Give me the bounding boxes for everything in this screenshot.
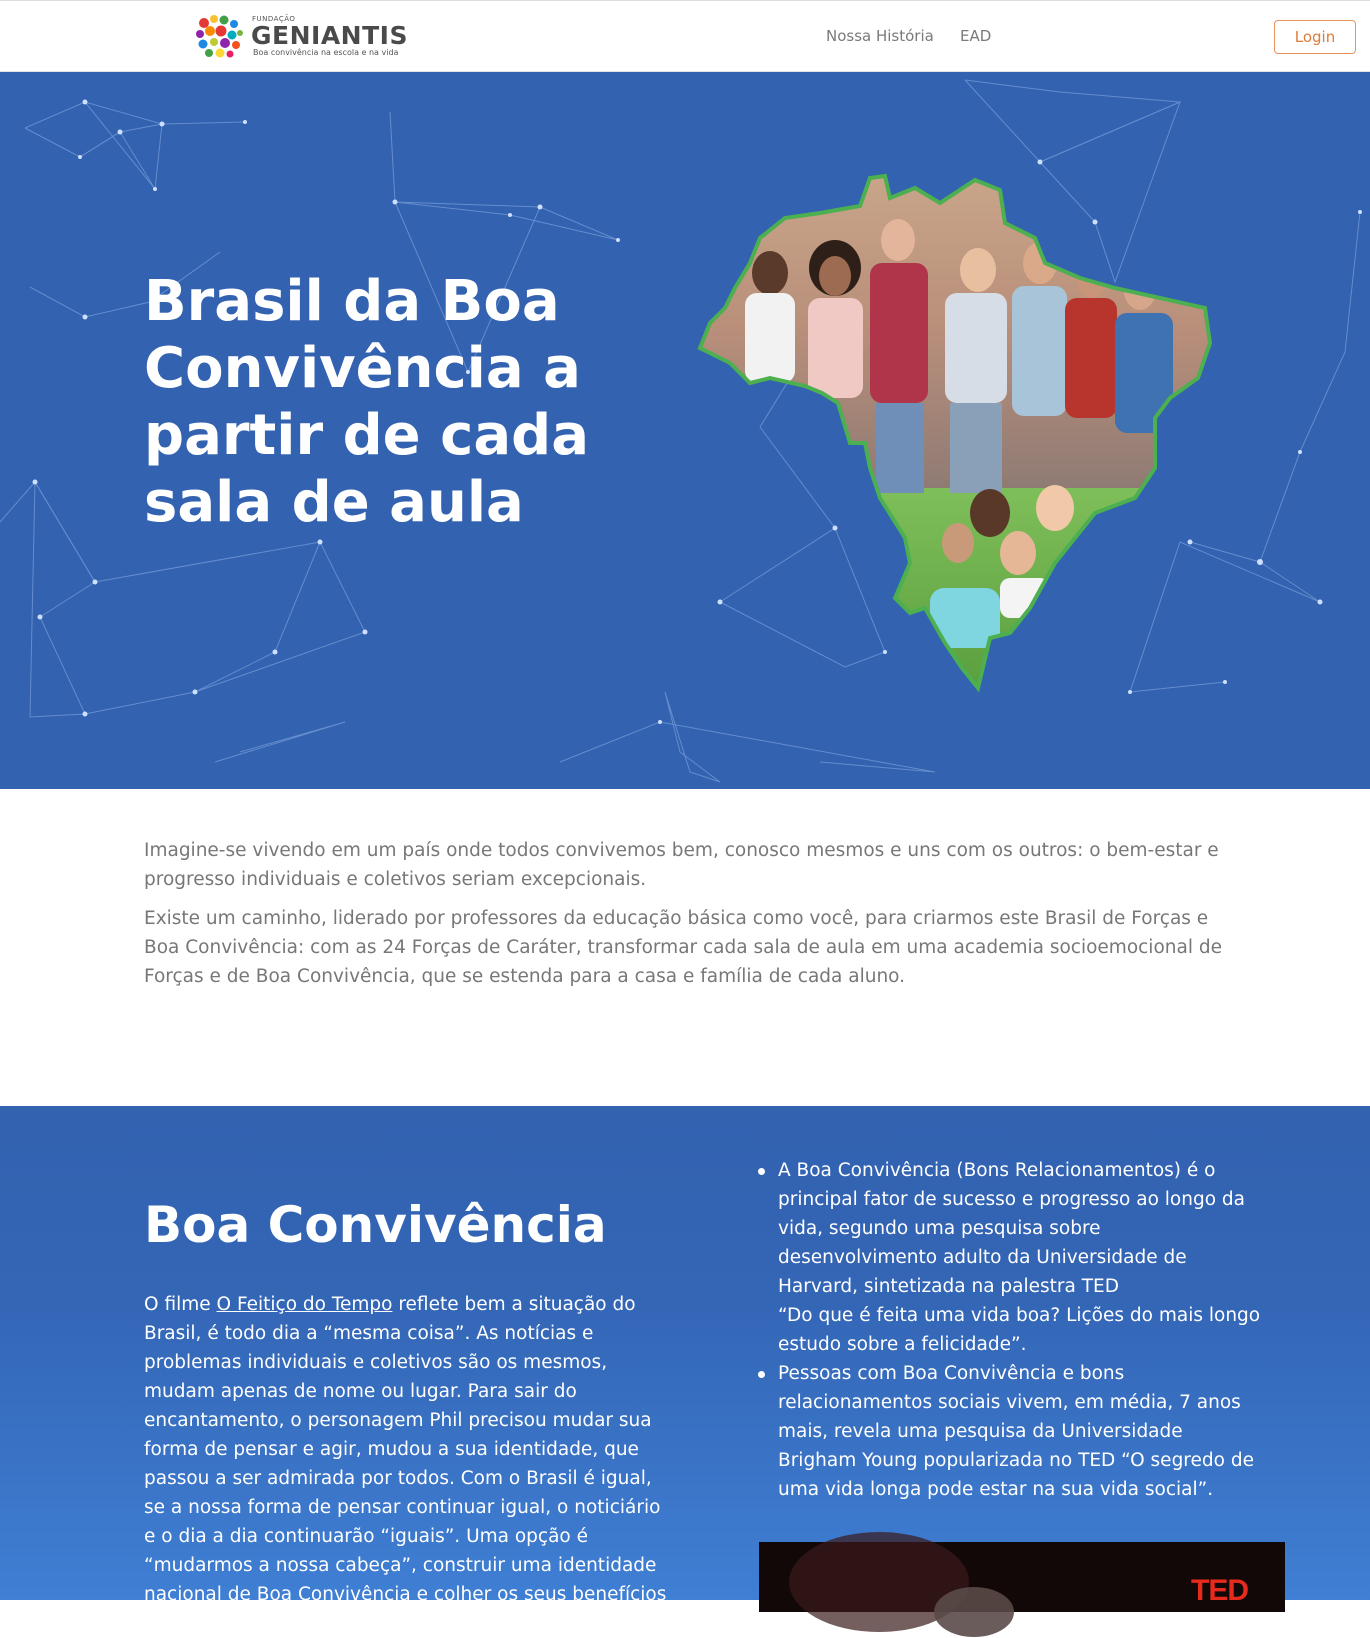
ted-logo: TED [1191,1574,1248,1607]
intro-paragraph-2: Existe um caminho, liderado por professores da educação básica como você, para criarmos este Brasil de Forças e Boa Convivência: com as 24 Forças de Caráter, transformar cada sala de aula em uma academia socioemocional de Forças e de Boa Convivência, que se estenda para a casa e família de cada aluno. [144,908,1222,987]
nav-nossa-historia[interactable]: Nossa História [826,27,934,45]
logo-dots-icon [194,13,246,61]
list-item [755,1359,1265,1504]
intro-text [144,836,1234,1001]
bullet-2-text: Pessoas com Boa Convivência e bons relacionamentos sociais vivem, em média, 7 anos mais, revela uma pesquisa da Universidade Brigham Young popularizada no TED “O segredo de uma vida longa pode estar na sua vida social”. [778,1363,1254,1500]
hero-banner [0,72,1370,789]
logo-name: GENIANTIS [251,21,408,50]
list-item [755,1156,1265,1359]
boa-convivencia-section [0,1106,1370,1634]
film-link[interactable]: O Feitiço do Tempo [216,1294,393,1315]
bullet-1-text: A Boa Convivência (Bons Relacionamentos) é o principal fator de sucesso e progresso ao longo da vida, segundo uma pesquisa sobre desenvolvimento adulto da Universidade de Harvard, sintetizada na palestra TED [778,1160,1245,1297]
fundacao-geniantis-logo[interactable] [194,13,408,61]
intro-paragraph-1: Imagine-se vivendo em um país onde todos convivemos bem, conosco mesmos e uns com os outros: o bem-estar e progresso individuais e coletivos seriam excepcionais. [144,840,1219,890]
brazil-map-photo [700,168,1230,693]
para-before-link: O filme [144,1294,217,1315]
login-button[interactable]: Login [1274,20,1356,54]
section-title: Boa Convivência [144,1196,607,1254]
hero-headline: Brasil da Boa Convivência a partir de cada sala de aula [144,269,589,535]
section-paragraph [144,1290,674,1638]
logo-small-text: FUNDAÇÃO [252,15,296,23]
top-navbar [0,0,1370,72]
para-after-link: reflete bem a situação do Brasil, é todo dia a “mesma coisa”. As notícias e problemas individuais e coletivos são os mesmos, mudam apenas de nome ou lugar. Para sair do encantamento, o personagem Phil precisou mudar sua forma de pensar e agir, mudou a sua identidade, que passou a ser admirada por todos. Com o Brasil é igual, se a nossa forma de pensar continuar igual, o noticiário e o dia a dia continuarão “iguais”. Uma opção é “mudarmos a nossa cabeça”, construir uma identidade nacional de Boa Convivência e colher os seus benefícios na sala de aula, [144,1294,667,1634]
nav-ead[interactable]: EAD [960,27,992,45]
logo-tagline: Boa convivência na escola e na vida [253,48,399,57]
research-bullet-list [755,1156,1265,1504]
bullet-1-ted-title: “Do que é feita uma vida boa? Lições do mais longo estudo sobre a felicidade”. [778,1305,1261,1355]
ted-video-thumbnail[interactable] [759,1542,1285,1612]
